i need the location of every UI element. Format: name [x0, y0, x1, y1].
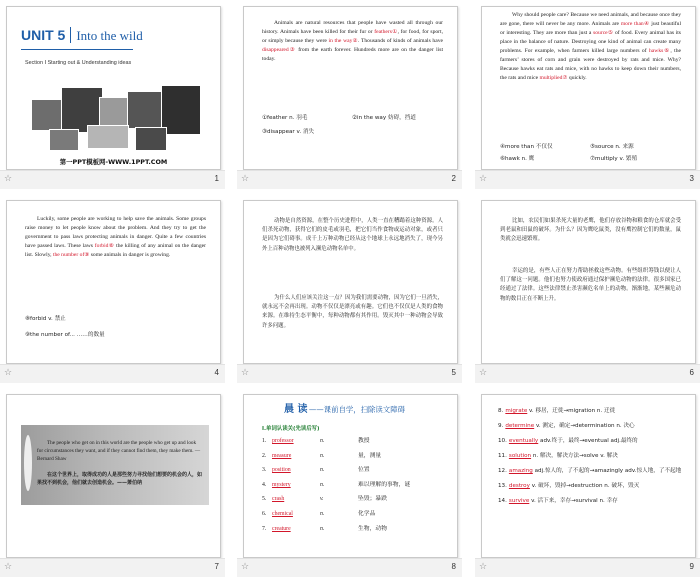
- word-derivation: adv.终于，最终→eventual adj.最终的: [538, 438, 638, 444]
- slide-number: 8: [451, 562, 456, 571]
- keyword-disappeared: disappeared③: [262, 47, 296, 53]
- word-row: [498, 437, 688, 446]
- text-run: Why should people care? Because we need animals, and because once they are gone, there will never be any more. Animals are: [500, 12, 681, 27]
- title-underline: [21, 49, 133, 50]
- slide-toolbar: [0, 558, 225, 577]
- keyword-source: source⑤: [593, 30, 614, 36]
- vocab-note-9: ⑨the number of... ……的数量: [25, 332, 105, 338]
- word-answer: migrate: [505, 408, 528, 414]
- word-answer: solution: [508, 453, 532, 459]
- section-heading: Section Ⅰ Starting out & Understanding ideas: [25, 60, 132, 66]
- vocab-note-8: ⑧forbid v. 禁止: [25, 316, 66, 322]
- word-index: 3.: [262, 467, 267, 474]
- keyword-the-number-of: the number of⑨: [52, 252, 90, 258]
- word-index: 4.: [262, 481, 267, 488]
- slide-canvas: [243, 6, 458, 170]
- word-meaning: 位置: [358, 467, 370, 474]
- keyword-in-the-way: in the way②: [328, 38, 358, 44]
- photo-collage: [27, 79, 207, 155]
- slide-number: 9: [689, 562, 694, 571]
- text-run: Luckily, some people are working to help save the animals. Some groups raise money to let people know about the problem. And they try to get the government to pass laws protecting animals in danger. Quite a few countries have passed laws. These laws: [25, 216, 206, 249]
- star-icon[interactable]: ☆: [4, 174, 13, 184]
- vocab-note-5: ⑤source n. 来源: [590, 144, 634, 150]
- photo-6: [49, 129, 79, 151]
- translation-paragraph-2: 为什么人们应该关注这一点？因为我们需要动物，因为它们一旦消失，就永远不会再出现。动物不仅仅是漂亮或有趣。它们也不仅仅是人类的食物来源。在维持生态平衡中，每种动物都有其作用。毁灭其中一种动物会导致许多问题。: [262, 295, 443, 329]
- word-derivation: v. 破坏，毁掉→destruction n. 破坏，毁灭: [529, 483, 640, 489]
- word-index: 13.: [498, 483, 507, 489]
- body-paragraph: [262, 19, 443, 64]
- text-run: , the farmers’ stores of corn and grain were destroyed by rats and mice. Why? Because hawks eat rats and mice, with no hawks to keep down their numbers, the rats and mice: [500, 48, 681, 81]
- slide-toolbar: [475, 364, 700, 383]
- star-icon[interactable]: ☆: [479, 368, 488, 378]
- morning-reading-header: [284, 405, 405, 416]
- word-meaning: 教授: [358, 438, 370, 444]
- word-pos: n.: [320, 438, 325, 444]
- word-answer: mystery: [272, 481, 291, 488]
- divider: [70, 27, 71, 43]
- slide-number: 7: [214, 562, 219, 571]
- slide-thumb-4[interactable]: [0, 194, 225, 384]
- word-pos: n.: [320, 510, 325, 517]
- body-paragraph: [500, 11, 681, 83]
- text-run: the killing of any animal on the danger list. Slowly,: [25, 243, 206, 258]
- unit-subtitle: Into the wild: [76, 27, 143, 43]
- header-subtitle: ——课前自学，扫除读文障碍: [308, 405, 405, 414]
- word-pos: n.: [320, 452, 325, 459]
- slide-canvas: [6, 6, 221, 170]
- word-index: 7.: [262, 525, 267, 532]
- word-row: [498, 407, 688, 416]
- word-answer: professor: [272, 438, 294, 444]
- translation-paragraph-1: 比如，农民们如果杀死大量的老鹰，他们存放谷物和粮食的仓库就会受到老鼠和田鼠的破坏。为什么？因为鹰吃鼠类，没有鹰控制它们的数量，鼠类就会迅速繁殖。: [500, 218, 681, 243]
- word-row: [262, 525, 452, 540]
- star-icon[interactable]: ☆: [4, 368, 13, 378]
- slide-thumb-6[interactable]: [475, 194, 700, 384]
- word-index: 2.: [262, 452, 267, 459]
- star-icon[interactable]: ☆: [241, 368, 250, 378]
- word-row: [262, 437, 452, 452]
- slide-thumb-3[interactable]: [475, 0, 700, 190]
- slide-toolbar: [0, 170, 225, 189]
- keyword-feathers: feathers①: [374, 29, 398, 35]
- slide-number: 2: [451, 174, 456, 183]
- word-derivation: v. 移居，迁徙→migration n. 迁徙: [527, 408, 616, 414]
- word-meaning: 量，测量: [358, 452, 382, 459]
- text-run: quickly.: [568, 75, 587, 81]
- word-derivation: adj.惊人的，了不起的→amazingly adv.惊人地，了不起地: [532, 468, 682, 474]
- word-index: 8.: [498, 408, 504, 414]
- word-index: 1.: [262, 438, 267, 444]
- word-list: [262, 437, 452, 539]
- word-answer: position: [272, 467, 291, 474]
- slide-toolbar: [0, 364, 225, 383]
- text-run: just beautiful or interesting. They are more than just a: [500, 21, 681, 36]
- vocab-note-2: ②in the way 妨碍，挡道: [352, 115, 416, 121]
- word-meaning: 生物，动物: [358, 525, 387, 532]
- text-run: from the earth forever. Hundreds more are on the danger list today.: [262, 47, 443, 62]
- slide-toolbar: [475, 558, 700, 577]
- slide-canvas: [243, 200, 458, 364]
- word-row: [498, 497, 688, 506]
- word-index: 12.: [498, 468, 507, 474]
- keyword-multiplied: multiplied⑦: [539, 75, 568, 81]
- word-answer: crash: [272, 496, 285, 503]
- word-answer: survive: [508, 498, 530, 504]
- word-index: 9.: [498, 423, 504, 429]
- slide-thumb-8[interactable]: [237, 388, 462, 578]
- translation-paragraph-1: 动物是自然资源，在整个历史进程中，人类一直在糟蹋着这种资源。人们杀死动物，获得它们的皮毛或羽毛，把它们当作食物或运动对象，或者只是因为它们碍事。成千上万种动物已经从这个地球上永远地消失了，现今另外上百种动物也被列入濒危动物名单中。: [262, 218, 443, 252]
- star-icon[interactable]: ☆: [241, 174, 250, 184]
- slide-thumb-5[interactable]: [237, 194, 462, 384]
- body-paragraph: [25, 215, 206, 260]
- slide-canvas: [243, 394, 458, 558]
- word-row: [262, 466, 452, 481]
- feather-decoration: [24, 435, 32, 491]
- word-row: [262, 495, 452, 510]
- photo-7: [87, 125, 129, 149]
- word-index: 11.: [498, 453, 507, 459]
- word-index: 6.: [262, 510, 267, 517]
- photo-4: [127, 91, 163, 129]
- word-row: [498, 482, 688, 491]
- slide-canvas: [481, 200, 696, 364]
- text-run: of food. Every animal has its place in the balance of nature. Destroying one kind of animal can create many problems. For example, when farmers killed large numbers of: [500, 30, 681, 54]
- vocab-note-1: ①feather n. 羽毛: [262, 115, 308, 121]
- slide-thumb-1[interactable]: [0, 0, 225, 190]
- slide-thumb-7[interactable]: [0, 388, 225, 578]
- word-answer: destroy: [508, 483, 530, 489]
- word-pos: n.: [320, 467, 325, 474]
- slide-toolbar: [237, 170, 462, 189]
- vocab-note-7: ⑦multiply v. 繁殖: [590, 156, 638, 162]
- word-answer: creature: [272, 525, 291, 532]
- word-meaning: 难以理解的事物，谜: [358, 481, 411, 488]
- vocab-note-3: ③disappear v. 消失: [262, 129, 315, 135]
- word-pos: v.: [320, 496, 324, 503]
- word-answer: measure: [272, 452, 292, 459]
- star-icon[interactable]: ☆: [479, 174, 488, 184]
- word-index: 14.: [498, 498, 507, 504]
- word-meaning: 坠毁；暴跌: [358, 496, 387, 503]
- star-icon[interactable]: ☆: [4, 562, 13, 572]
- vocab-note-4: ④more than 不仅仅: [500, 144, 553, 150]
- star-icon[interactable]: ☆: [241, 562, 250, 572]
- quote-chinese: 在这个世界上，取得成功的人是那些努力寻找他们想要的机会的人，如果找不到机会，他们就去创造机会。——萧伯纳: [37, 472, 203, 486]
- photo-5: [161, 85, 201, 135]
- slide-toolbar: [237, 558, 462, 577]
- keyword-more-than: more than④: [620, 21, 650, 27]
- keyword-forbid: forbid⑧: [94, 243, 115, 249]
- word-index: 10.: [498, 438, 507, 444]
- word-derivation: v. 测定，确定→determination n. 决心: [534, 423, 635, 429]
- slide-number: 5: [451, 368, 456, 377]
- word-answer: chemical: [272, 510, 293, 517]
- word-row: [498, 452, 688, 461]
- slide-number: 1: [214, 174, 219, 183]
- unit-title: [21, 23, 143, 47]
- word-row: [262, 452, 452, 467]
- word-answer: determine: [505, 423, 535, 429]
- word-answer: eventually: [508, 438, 539, 444]
- word-index: 5.: [262, 496, 267, 503]
- slide-number: 4: [214, 368, 219, 377]
- slide-canvas: [481, 6, 696, 170]
- slide-number: 6: [689, 368, 694, 377]
- footer-url: 第一PPT模板网-WWW.1PPT.COM: [59, 158, 168, 166]
- slide-canvas: [6, 200, 221, 364]
- text-run: . Thousands of kinds of animals have: [357, 38, 443, 44]
- slide-toolbar: [237, 364, 462, 383]
- unit-label: UNIT 5: [21, 26, 66, 43]
- word-list: [498, 407, 688, 512]
- translation-paragraph-2: 幸运的是，有些人正在努力帮助拯救这些动物。有些组织筹钱以便让人们了解这一问题。他们也努力使政府通过保护濒危动物的法律。很多国家已经通过了法律。这些法律禁止杀害濒危名单上的动物。渐渐地，某些濒危动物的数目正在不断上升。: [500, 268, 681, 302]
- star-icon[interactable]: ☆: [479, 562, 488, 572]
- word-row: [262, 481, 452, 496]
- section-heading: Ⅰ.单词认读关(先读后写): [262, 426, 320, 432]
- word-row: [262, 510, 452, 525]
- slide-canvas: [6, 394, 221, 558]
- slide-toolbar: [475, 170, 700, 189]
- slide-canvas: [481, 394, 696, 558]
- text-run: , for food, for sport, or simply because they were: [262, 29, 443, 44]
- word-row: [498, 467, 688, 476]
- slide-number: 3: [689, 174, 694, 183]
- word-answer: amazing: [508, 468, 533, 474]
- text-run: some animals in danger is growing.: [90, 252, 171, 258]
- word-pos: n.: [320, 525, 325, 532]
- slide-thumb-2[interactable]: [237, 0, 462, 190]
- quote-panel: [21, 425, 209, 505]
- text-run: Animals are natural resources that people have wasted all through our history. Animals have been killed for their fur or: [262, 20, 443, 35]
- photo-8: [135, 127, 167, 151]
- word-row: [498, 422, 688, 431]
- keyword-hawks: hawks⑥: [649, 48, 671, 54]
- vocab-note-6: ⑥hawk n. 鹰: [500, 156, 535, 162]
- slide-thumb-9[interactable]: [475, 388, 700, 578]
- word-meaning: 化学品: [358, 510, 376, 517]
- word-pos: n.: [320, 481, 325, 488]
- header-title: 晨 读: [284, 404, 308, 415]
- word-derivation: v. 活下来，幸存→survival n. 幸存: [529, 498, 618, 504]
- quote-english: The people who get on in this world are the people who get up and look for circumstances they want, and if they cannot find them, they make them. —Bernard Shaw: [37, 440, 201, 462]
- word-derivation: n. 解决，解决方法→solve v. 解决: [531, 453, 618, 459]
